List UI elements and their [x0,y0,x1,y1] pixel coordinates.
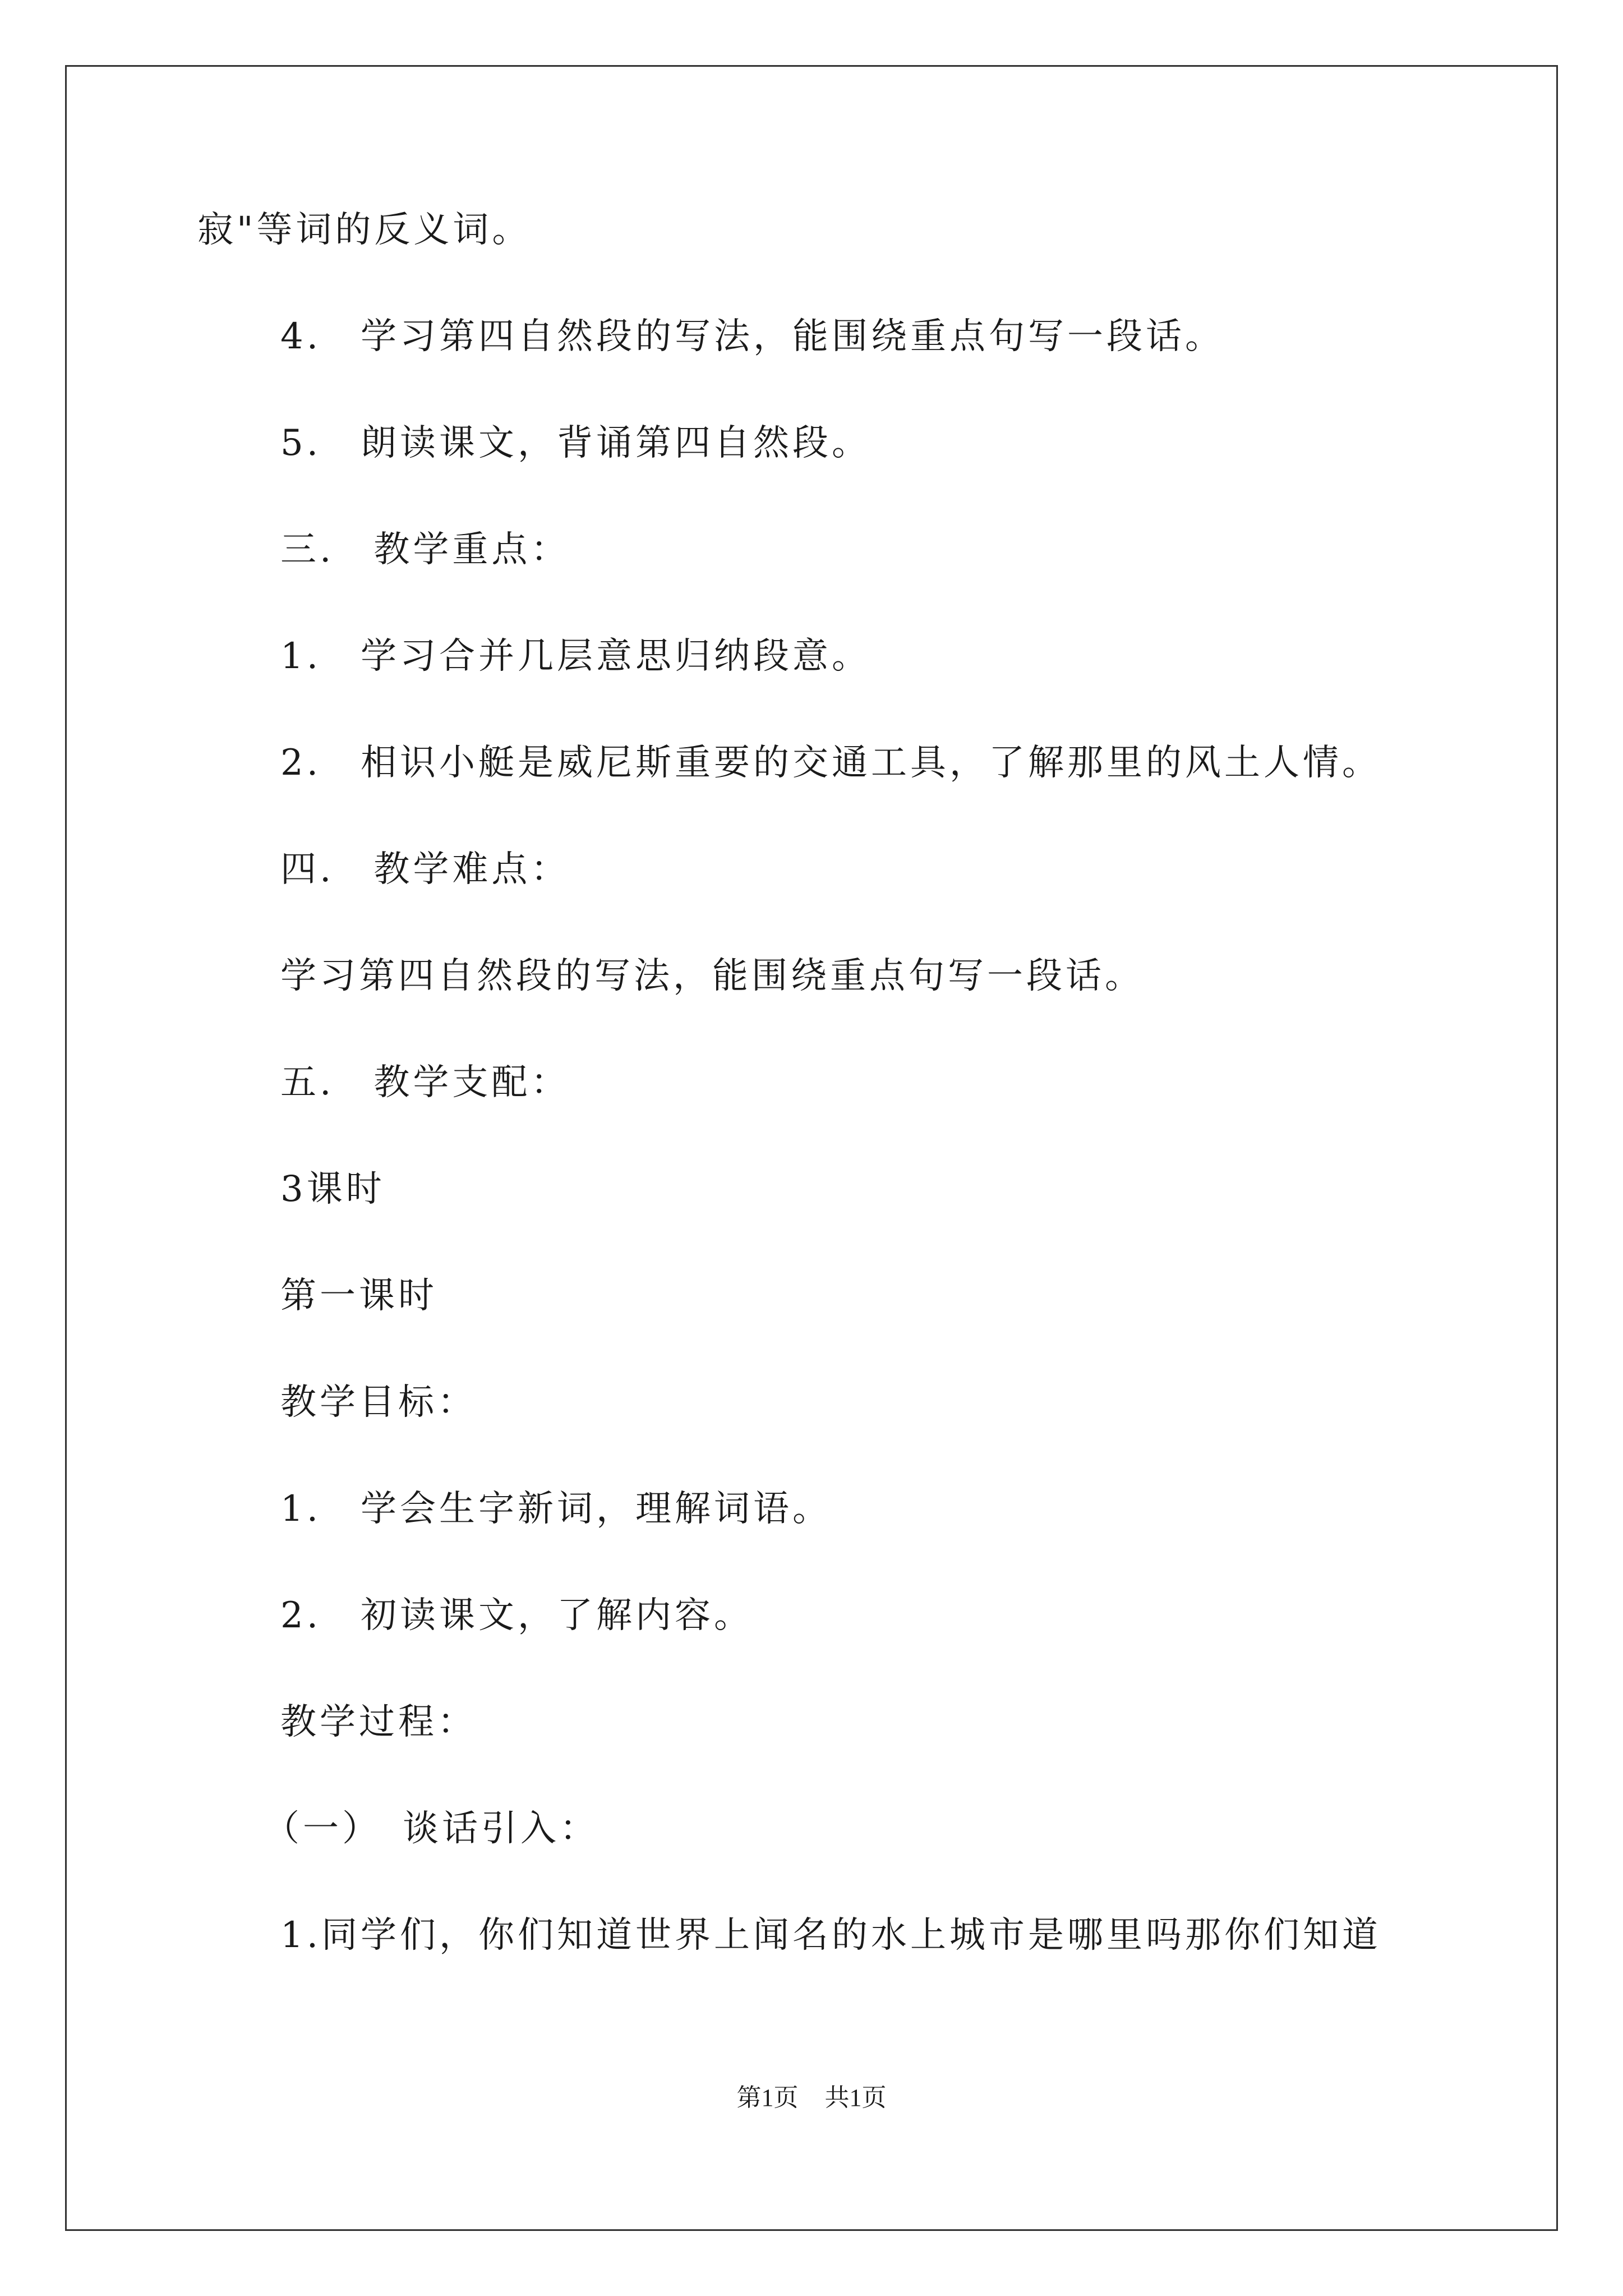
section-heading: 五. 教学支配： [280,1062,570,1103]
text-line: 5. 朗读课文，背诵第四自然段。 [280,422,872,464]
section-heading: 四. 教学难点： [280,849,570,890]
text-line: 3课时 [280,1168,385,1210]
text-line: 1.同学们，你们知道世界上闻名的水上城市是哪里吗那你们知道 [280,1915,1382,1956]
text-line: （一） 谈话引入： [264,1808,599,1849]
text-line: 第一课时 [280,1275,437,1317]
text-line: 4. 学习第四自然段的写法，能围绕重点句写一段话。 [280,316,1225,357]
text-line: 2. 初读课文，了解内容。 [280,1595,754,1636]
text-line: 教学过程： [280,1701,477,1743]
section-heading: 三. 教学重点： [280,529,570,570]
text-line: 1. 学会生字新词，理解词语。 [280,1488,832,1530]
page-number: 第1页 [736,2084,799,2111]
text-line: 1. 学习合并几层意思归纳段意。 [280,636,872,677]
text-line: 教学目标： [280,1382,477,1423]
page-total: 共1页 [824,2084,887,2111]
text-line: 寂"等词的反义词。 [197,209,532,251]
page-footer [0,2081,1623,2115]
text-line: 2. 相识小艇是威尼斯重要的交通工具，了解那里的风土人情。 [280,742,1382,784]
text-line: 学习第四自然段的写法，能围绕重点句写一段话。 [280,955,1144,997]
